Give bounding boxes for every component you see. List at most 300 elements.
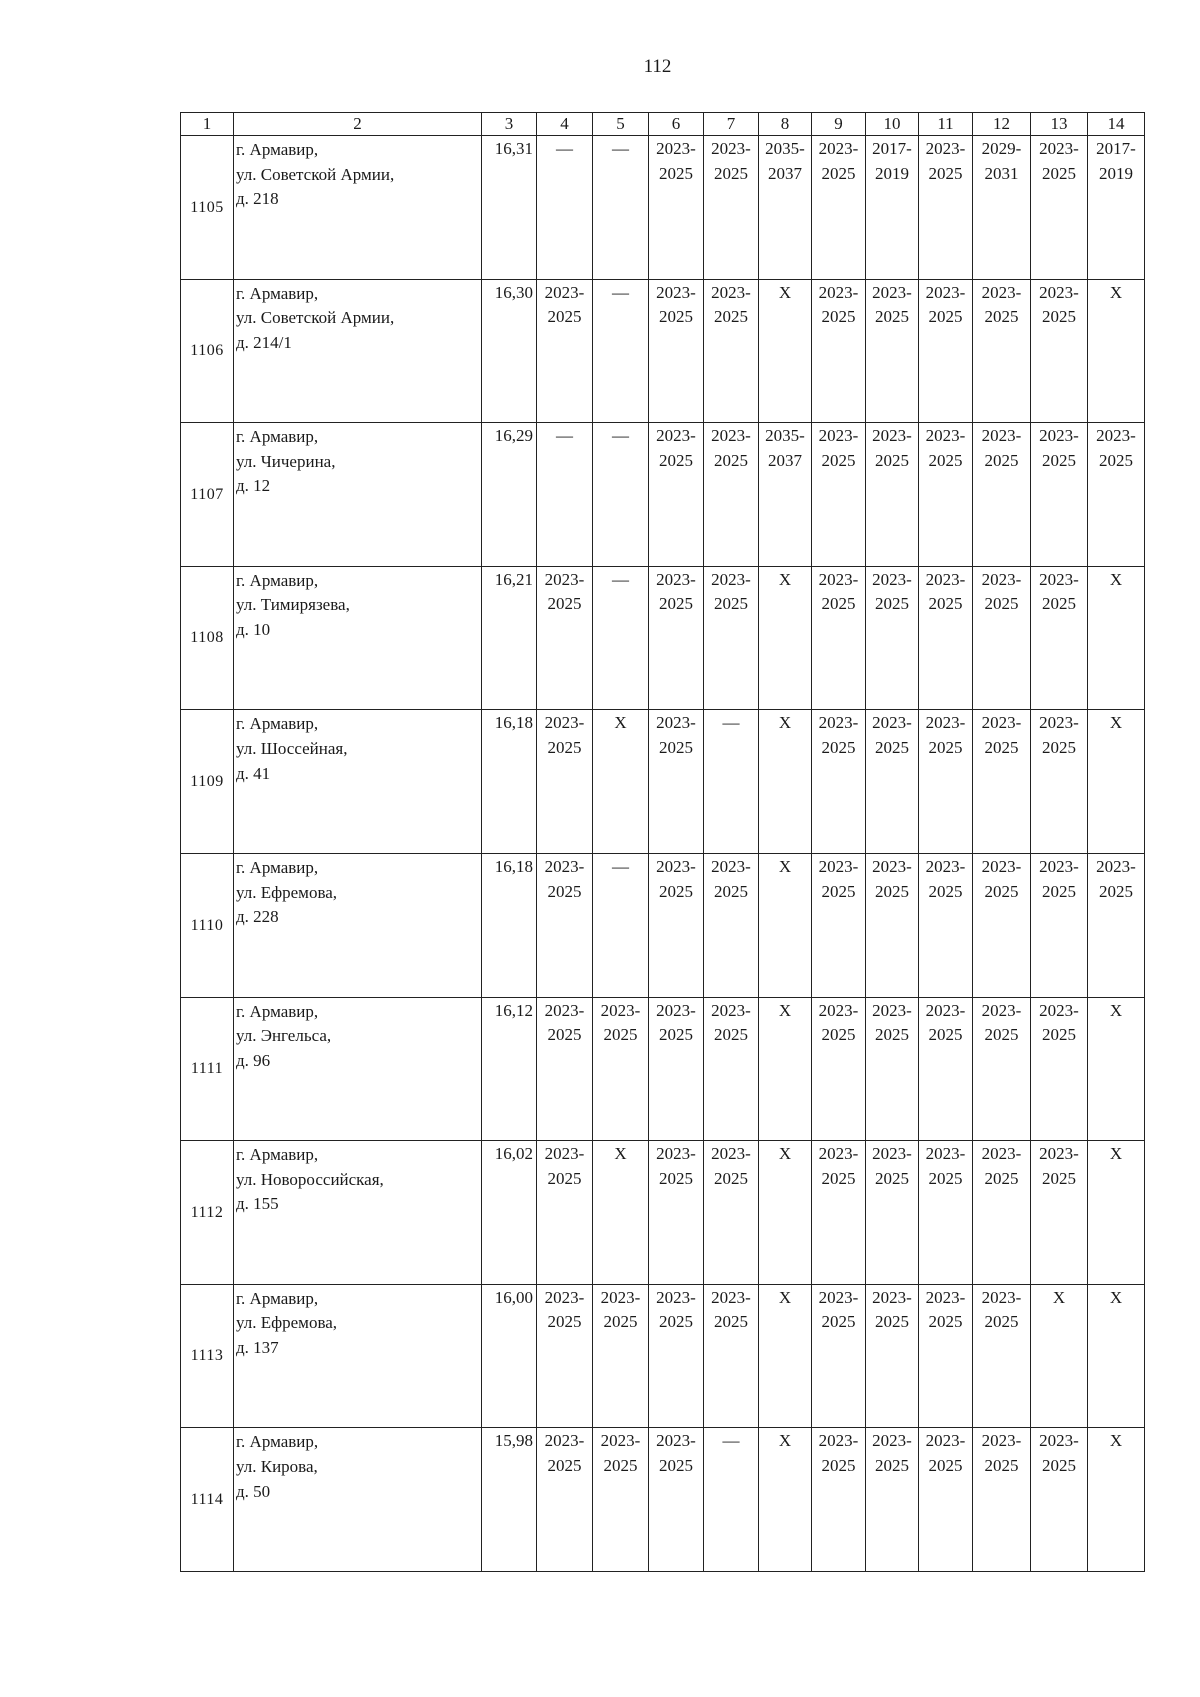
address-line: ул. Тимирязева, [236, 595, 350, 615]
period-text: 2029- [981, 139, 1022, 158]
period-cell [866, 423, 919, 567]
row-number: 1114 [181, 1428, 234, 1572]
column-header: 3 [482, 113, 537, 136]
period-cell [1031, 997, 1088, 1141]
period-text: 2023- [1039, 569, 1079, 589]
column-header: 4 [537, 113, 593, 136]
address-line: г. Армавир, [236, 1001, 319, 1021]
period-text: 2025 [928, 1312, 963, 1332]
period-text: X [1109, 1000, 1123, 1020]
period-cell [866, 566, 919, 710]
period-cell [973, 279, 1031, 423]
period-text: 2025 [984, 1455, 1019, 1475]
row-number: 1110 [181, 853, 234, 997]
period-cell [593, 997, 649, 1141]
column-header: 12 [973, 113, 1031, 136]
period-text: 2025 [821, 1312, 856, 1332]
period-text: 2025 [875, 738, 909, 758]
row-number: 1111 [181, 997, 234, 1141]
period-text: 2023- [925, 1431, 966, 1451]
period-cell [1031, 1284, 1088, 1428]
period-text: 2023- [1039, 282, 1079, 302]
period-cell [866, 1141, 919, 1285]
period-cell [973, 997, 1031, 1141]
area-cell: 16,29 [482, 423, 537, 567]
period-cell [593, 1428, 649, 1572]
period-cell [704, 1284, 759, 1428]
period-text: 2025 [659, 1025, 693, 1045]
period-text: 2025 [875, 881, 909, 901]
column-header: 5 [593, 113, 649, 136]
period-text: 2025 [659, 1312, 693, 1332]
area-cell: 16,02 [482, 1141, 537, 1285]
period-text: 2023- [925, 569, 966, 589]
period-text: 2023- [925, 1287, 966, 1307]
period-text: 2023- [656, 856, 696, 876]
period-cell [1088, 1141, 1145, 1285]
period-cell [812, 136, 866, 280]
period-cell [593, 1141, 649, 1285]
period-text: 2035- [765, 426, 805, 446]
period-text: 2023- [1039, 426, 1079, 446]
period-text: 2025 [547, 1025, 582, 1045]
period-cell [649, 423, 704, 567]
period-text: 2025 [928, 738, 963, 758]
period-cell [919, 1428, 973, 1572]
address-line: ул. Советской Армии, [236, 164, 395, 184]
period-text: 2017- [872, 139, 912, 158]
period-cell [704, 423, 759, 567]
period-text: 2023- [656, 713, 696, 733]
period-text: — [722, 1431, 740, 1451]
period-text: — [612, 569, 629, 589]
period-text: 2023- [872, 282, 912, 302]
period-text: X [778, 856, 792, 876]
period-text: 2023- [872, 569, 912, 589]
table-body [181, 136, 1145, 1572]
period-cell [812, 853, 866, 997]
period-cell [649, 1284, 704, 1428]
period-cell [759, 136, 812, 280]
row-number: 1107 [181, 423, 234, 567]
period-cell [537, 423, 593, 567]
row-number: 1108 [181, 566, 234, 710]
column-header: 7 [704, 113, 759, 136]
period-text: 2025 [1042, 450, 1076, 470]
period-cell [1031, 423, 1088, 567]
period-text: 2037 [768, 450, 802, 470]
period-text: X [778, 569, 792, 589]
period-text: 2025 [547, 1455, 582, 1475]
period-text: 2025 [659, 1455, 693, 1475]
period-text: 2035- [765, 139, 805, 158]
period-text: 2023- [1039, 1431, 1079, 1451]
period-text: X [614, 1144, 627, 1164]
address-line: ул. Шоссейная, [236, 739, 348, 759]
column-header: 2 [234, 113, 482, 136]
period-text: X [778, 1431, 792, 1451]
period-text: 2025 [714, 594, 748, 614]
period-text: 2025 [928, 163, 963, 183]
period-cell [704, 710, 759, 854]
period-cell [593, 1284, 649, 1428]
period-cell [649, 1141, 704, 1285]
period-cell [919, 997, 973, 1141]
address-line: г. Армавир, [236, 714, 319, 734]
period-text: 2023- [544, 1431, 585, 1451]
address-line: д. 155 [236, 1194, 279, 1214]
period-text: X [614, 713, 627, 733]
period-text: 2023- [656, 1144, 696, 1164]
column-header: 14 [1088, 113, 1145, 136]
period-text: 2023- [925, 1000, 966, 1020]
period-cell [649, 853, 704, 997]
period-text: 2023- [1039, 1144, 1079, 1164]
period-cell [919, 1141, 973, 1285]
page-number: 112 [643, 56, 672, 77]
period-text: 2025 [875, 594, 909, 614]
period-text: 2025 [821, 450, 856, 470]
period-cell [919, 136, 973, 280]
period-text: 2023- [981, 856, 1022, 876]
period-text: 2025 [875, 1312, 909, 1332]
period-text: 2023- [1039, 1000, 1079, 1020]
period-text: 2031 [984, 163, 1019, 183]
period-text: 2023- [1039, 139, 1079, 158]
period-cell [649, 710, 704, 854]
period-text: 2037 [768, 163, 802, 183]
period-cell [973, 853, 1031, 997]
period-text: 2025 [603, 1025, 638, 1045]
period-cell [812, 423, 866, 567]
period-cell [973, 566, 1031, 710]
address-line: ул. Кирова, [236, 1456, 318, 1476]
period-text: 2023- [711, 1144, 751, 1164]
address-line: г. Армавир, [236, 283, 319, 303]
period-cell [759, 279, 812, 423]
period-cell [759, 1284, 812, 1428]
period-cell [704, 566, 759, 710]
period-cell [812, 997, 866, 1141]
period-cell [1088, 423, 1145, 567]
period-cell [919, 279, 973, 423]
area-cell: 16,00 [482, 1284, 537, 1428]
period-text: 2025 [714, 1168, 748, 1188]
period-text: 2025 [659, 594, 693, 614]
address-cell [234, 1428, 482, 1572]
period-text: 2023- [1096, 426, 1136, 446]
table-row [181, 136, 1145, 280]
period-text: 2025 [821, 594, 856, 614]
period-text: 2023- [711, 856, 751, 876]
period-cell [1088, 997, 1145, 1141]
period-cell [919, 853, 973, 997]
table-row [181, 279, 1145, 423]
column-header: 1 [181, 113, 234, 136]
address-line: д. 10 [236, 620, 271, 640]
period-text: 2023- [600, 1000, 641, 1020]
period-text: 2023- [656, 1431, 696, 1451]
period-cell [593, 853, 649, 997]
period-text: 2025 [1099, 881, 1133, 901]
period-text: X [778, 1287, 792, 1307]
period-text: 2025 [928, 594, 963, 614]
period-text: 2023- [818, 282, 859, 302]
period-text: 2023- [544, 1287, 585, 1307]
row-number: 1112 [181, 1141, 234, 1285]
period-cell [973, 136, 1031, 280]
period-text: — [612, 856, 629, 876]
period-cell [537, 566, 593, 710]
column-header: 13 [1031, 113, 1088, 136]
period-cell [1088, 1428, 1145, 1572]
address-line: д. 12 [236, 476, 271, 496]
period-cell [919, 423, 973, 567]
period-cell [537, 1428, 593, 1572]
period-cell [759, 997, 812, 1141]
table-row [181, 997, 1145, 1141]
period-cell [1031, 710, 1088, 854]
period-cell [812, 1284, 866, 1428]
period-text: 2023- [818, 426, 859, 446]
address-line: г. Армавир, [236, 857, 319, 877]
period-cell [759, 853, 812, 997]
period-cell [704, 136, 759, 280]
period-cell [919, 1284, 973, 1428]
period-cell [973, 1428, 1031, 1572]
address-line: д. 218 [236, 189, 279, 209]
period-text: 2023- [711, 1000, 751, 1020]
period-text: — [556, 426, 573, 446]
period-text: 2023- [818, 856, 859, 876]
period-cell [593, 136, 649, 280]
address-line: д. 50 [236, 1481, 271, 1501]
period-text: X [1109, 713, 1123, 733]
period-cell [812, 710, 866, 854]
period-text: 2025 [659, 450, 693, 470]
period-text: X [1109, 1431, 1123, 1451]
period-cell [649, 1428, 704, 1572]
period-text: X [1109, 569, 1123, 589]
area-cell: 16,21 [482, 566, 537, 710]
period-text: 2025 [714, 307, 748, 327]
period-text: 2023- [925, 713, 966, 733]
period-cell [537, 1141, 593, 1285]
period-text: 2023- [711, 282, 751, 302]
period-text: 2023- [981, 1431, 1022, 1451]
period-text: 2023- [544, 856, 585, 876]
table-row [181, 853, 1145, 997]
period-cell [704, 1428, 759, 1572]
period-text: 2025 [603, 1455, 638, 1475]
area-cell: 15,98 [482, 1428, 537, 1572]
address-cell [234, 1141, 482, 1285]
period-text: 2023- [872, 1000, 912, 1020]
period-text: 2025 [547, 1312, 582, 1332]
period-text: 2025 [984, 738, 1019, 758]
period-text: 2023- [1039, 856, 1079, 876]
row-number: 1109 [181, 710, 234, 854]
period-text: 2023- [656, 139, 696, 158]
period-text: 2023- [925, 1144, 966, 1164]
period-cell [973, 423, 1031, 567]
address-line: д. 137 [236, 1338, 279, 1358]
period-cell [704, 997, 759, 1141]
period-text: 2025 [714, 1025, 748, 1045]
period-text: 2025 [984, 881, 1019, 901]
period-text: 2025 [714, 163, 748, 183]
period-text: 2023- [1039, 713, 1079, 733]
area-cell: 16,18 [482, 710, 537, 854]
period-text: 2025 [1042, 738, 1076, 758]
table-row [181, 1141, 1145, 1285]
address-line: д. 41 [236, 763, 271, 783]
period-text: 2019 [875, 163, 909, 183]
period-text: 2025 [984, 594, 1019, 614]
address-cell [234, 423, 482, 567]
period-text: 2025 [875, 1455, 909, 1475]
period-cell [866, 710, 919, 854]
period-text: 2025 [547, 594, 582, 614]
period-text: X [1109, 282, 1123, 302]
column-header: 11 [919, 113, 973, 136]
period-text: 2025 [821, 163, 856, 183]
period-text: 2023- [544, 1000, 585, 1020]
period-text: 2025 [928, 450, 963, 470]
period-text: 2025 [547, 738, 582, 758]
period-text: 2023- [818, 139, 859, 158]
period-cell [649, 279, 704, 423]
period-text: 2023- [981, 426, 1022, 446]
address-cell [234, 566, 482, 710]
period-text: 2023- [656, 282, 696, 302]
period-cell [537, 136, 593, 280]
period-cell [759, 423, 812, 567]
address-cell [234, 710, 482, 854]
period-cell [593, 279, 649, 423]
address-cell [234, 997, 482, 1141]
housing-schedule-table [180, 112, 1145, 1572]
period-cell [919, 710, 973, 854]
area-cell: 16,30 [482, 279, 537, 423]
period-text: 2023- [656, 426, 696, 446]
period-text: 2017- [1096, 139, 1136, 158]
period-text: 2025 [714, 1312, 748, 1332]
period-text: X [778, 713, 792, 733]
period-text: 2023- [711, 139, 751, 158]
period-cell [1031, 566, 1088, 710]
period-cell [973, 710, 1031, 854]
period-text: 2025 [659, 1168, 693, 1188]
period-cell [1088, 566, 1145, 710]
period-cell [1088, 136, 1145, 280]
period-cell [1088, 1284, 1145, 1428]
period-text: 2023- [711, 1287, 751, 1307]
period-cell [759, 566, 812, 710]
period-text: 2023- [711, 569, 751, 589]
period-cell [649, 566, 704, 710]
period-text: 2023- [872, 1287, 912, 1307]
period-text: 2025 [875, 1025, 909, 1045]
address-line: д. 228 [236, 907, 279, 927]
period-text: 2025 [821, 1455, 856, 1475]
table-row [181, 1428, 1145, 1572]
period-cell [537, 997, 593, 1141]
period-cell [1088, 279, 1145, 423]
period-text: — [612, 139, 629, 158]
area-cell: 16,31 [482, 136, 537, 280]
period-text: 2025 [1042, 1455, 1076, 1475]
period-text: X [778, 282, 792, 302]
period-text: 2025 [821, 738, 856, 758]
period-text: 2025 [659, 307, 693, 327]
period-cell [866, 1428, 919, 1572]
period-text: 2025 [714, 881, 748, 901]
period-text: X [778, 1144, 792, 1164]
column-header: 9 [812, 113, 866, 136]
table-row [181, 423, 1145, 567]
column-header: 8 [759, 113, 812, 136]
period-text: 2023- [1096, 856, 1136, 876]
period-text: 2023- [600, 1287, 641, 1307]
period-text: 2023- [656, 1287, 696, 1307]
period-cell [759, 710, 812, 854]
period-text: 2023- [925, 856, 966, 876]
period-text: 2025 [1099, 450, 1133, 470]
address-line: ул. Чичерина, [236, 451, 336, 471]
address-line: г. Армавир, [236, 1432, 319, 1452]
address-line: ул. Новороссийская, [236, 1169, 384, 1189]
period-cell [1031, 279, 1088, 423]
period-text: 2023- [981, 282, 1022, 302]
period-text: 2025 [984, 307, 1019, 327]
period-text: 2025 [821, 307, 856, 327]
period-text: 2025 [659, 738, 693, 758]
period-text: 2023- [818, 1144, 859, 1164]
period-cell [704, 279, 759, 423]
address-line: г. Армавир, [236, 1288, 319, 1308]
period-cell [919, 566, 973, 710]
period-text: 2023- [818, 1000, 859, 1020]
period-text: 2023- [872, 1144, 912, 1164]
period-cell [649, 136, 704, 280]
period-text: 2025 [547, 1168, 582, 1188]
period-text: 2025 [547, 307, 582, 327]
period-text: 2023- [872, 713, 912, 733]
period-text: 2025 [928, 1025, 963, 1045]
address-cell [234, 279, 482, 423]
period-text: 2025 [821, 1025, 856, 1045]
period-text: 2023- [925, 426, 966, 446]
period-text: 2023- [544, 282, 585, 302]
address-line: ул. Ефремова, [236, 882, 338, 902]
period-cell [812, 1141, 866, 1285]
period-text: 2023- [981, 713, 1022, 733]
table-row [181, 566, 1145, 710]
period-cell [537, 853, 593, 997]
address-line: г. Армавир, [236, 570, 319, 590]
period-text: 2025 [603, 1312, 638, 1332]
area-cell: 16,12 [482, 997, 537, 1141]
period-text: — [612, 282, 629, 302]
address-line: д. 96 [236, 1050, 271, 1070]
period-text: 2025 [821, 881, 856, 901]
period-cell [1088, 853, 1145, 997]
period-text: 2023- [600, 1431, 641, 1451]
period-text: 2023- [872, 1431, 912, 1451]
period-cell [704, 1141, 759, 1285]
column-header: 6 [649, 113, 704, 136]
